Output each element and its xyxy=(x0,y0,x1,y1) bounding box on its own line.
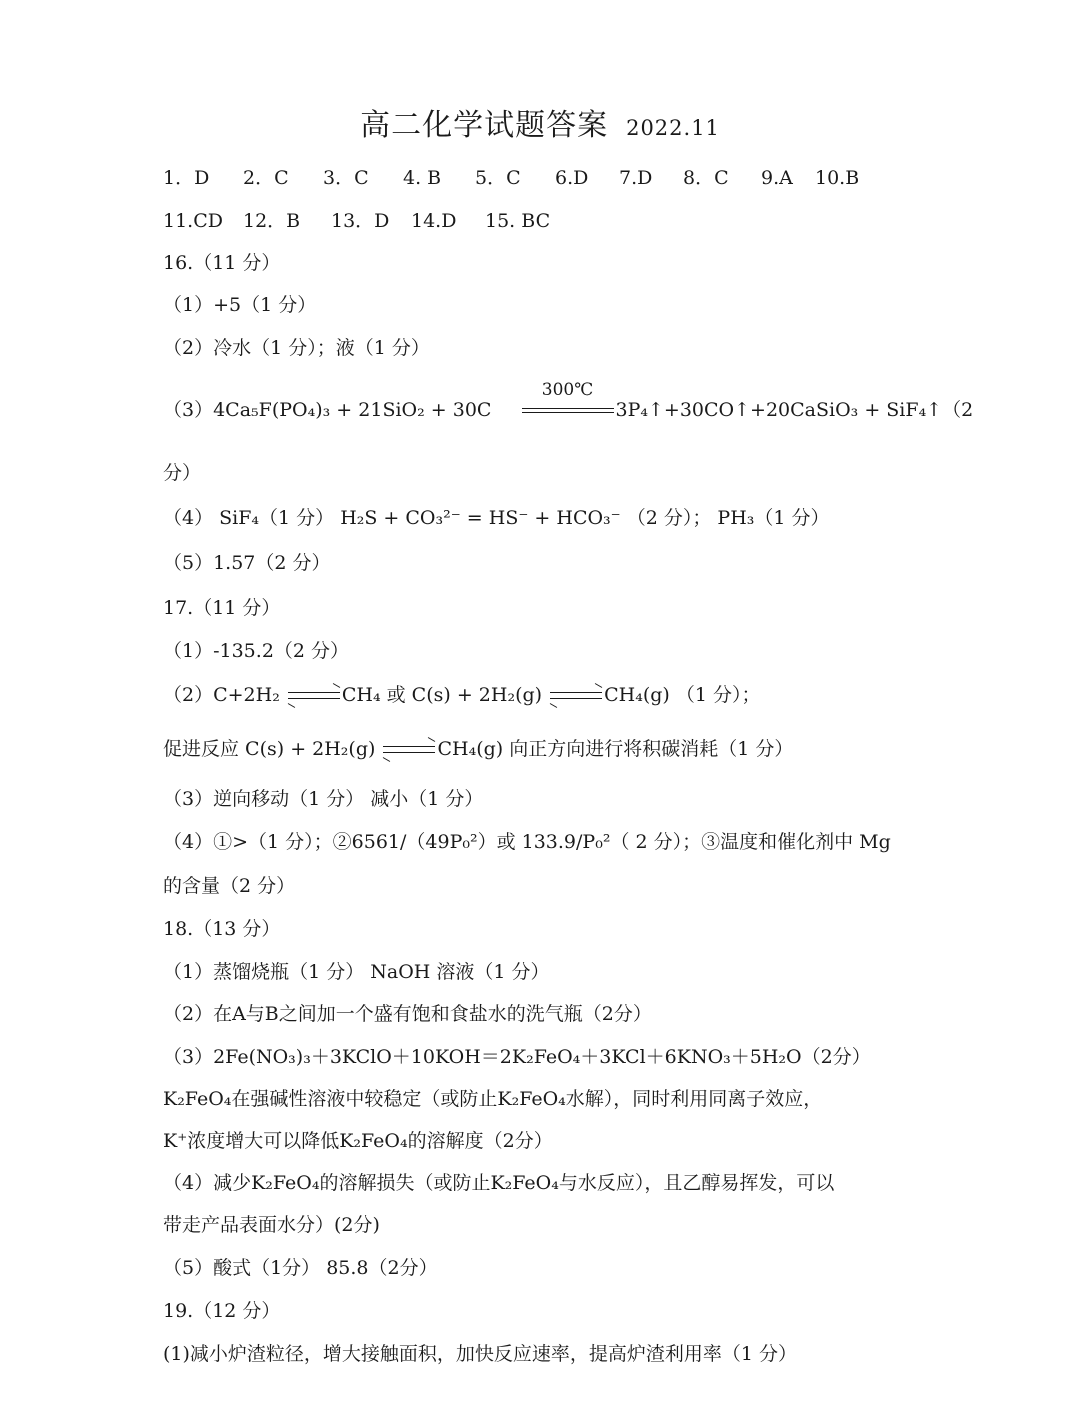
q18-part-3: （3）2Fe(NO₃)₃＋3KClO＋10KOH＝2K₂FeO₄＋3KCl＋6KNO₃＋5H₂O（2分） xyxy=(163,1046,871,1068)
q18-part-4: （4）减少K₂FeO₄的溶解损失（或防止K₂FeO₄与水反应），且乙醇易挥发，可以 xyxy=(163,1172,835,1194)
q18-heading: 18.（13 分） xyxy=(163,918,281,940)
q18-part-3-continued: K₂FeO₄在强碱性溶液中较稳定（或防止K₂FeO₄水解），同时利用同离子效应， xyxy=(163,1088,823,1110)
answer-item: 10.B xyxy=(815,167,860,189)
q17-part-4-continued: 的含量（2 分） xyxy=(163,875,296,897)
equilibrium-arrow-icon xyxy=(288,690,340,702)
equation-text: 促进反应 C(s) + 2H₂(g) xyxy=(163,738,376,760)
answer-item: 5．C xyxy=(475,167,521,189)
answer-item: 14.D xyxy=(411,210,457,232)
answer-item: 7.D xyxy=(619,167,653,189)
q18-part-5: （5）酸式（1分） 85.8（2分） xyxy=(163,1257,438,1279)
page-title xyxy=(0,100,1080,144)
equation-reactants: 4Ca₅F(PO₄)₃ + 21SiO₂ + 30C xyxy=(213,399,492,421)
q18-part-4-continued: 带走产品表面水分）(2分) xyxy=(163,1214,380,1236)
answer-item: 12．B xyxy=(243,210,301,232)
q17-part-2 xyxy=(163,680,761,707)
q16-part-2: （2）冷水（1 分）；液（1 分） xyxy=(163,337,430,359)
reaction-arrow-icon xyxy=(522,380,614,416)
q16-part-4: （4） SiF₄（1 分） H₂S + CO₃²⁻ = HS⁻ + HCO₃⁻ （2 分）； PH₃（1 分） xyxy=(163,507,830,529)
equation-text: CH₄(g) 向正方向进行将积碳消耗（1 分） xyxy=(437,738,794,760)
q17-heading: 17.（11 分） xyxy=(163,597,281,619)
q16-heading: 16.（11 分） xyxy=(163,252,281,274)
q19-part-1: (1)减小炉渣粒径，增大接触面积，加快反应速率，提高炉渣利用率（1 分） xyxy=(163,1343,798,1365)
answer-item: 9.A xyxy=(761,167,793,189)
answer-item: 6.D xyxy=(555,167,589,189)
equation-products: 3P₄↑+30CO↑+20CaSiO₃ + SiF₄↑（2 xyxy=(615,399,974,421)
q16-part-5: （5）1.57（2 分） xyxy=(163,552,331,574)
equation-text: CH₄(g) （1 分）； xyxy=(604,684,761,706)
answer-item: 15. BC xyxy=(485,210,551,232)
equilibrium-arrow-icon xyxy=(383,744,435,756)
mc-answers-row-1 xyxy=(163,163,859,190)
q16-part-1: （1）+5（1 分） xyxy=(163,294,317,316)
answer-item: 2．C xyxy=(243,167,289,189)
q18-part-1: （1）蒸馏烧瓶（1 分） NaOH 溶液（1 分） xyxy=(163,961,550,983)
answer-item: 3．C xyxy=(323,167,369,189)
q17-part-3: （3）逆向移动（1 分） 减小（1 分） xyxy=(163,788,484,810)
title-text: 高二化学试题答案 xyxy=(360,108,609,143)
answer-item: 1．D xyxy=(163,167,210,189)
q17-part-4: （4）①>（1 分）；②6561/（49P₀²）或 133.9/P₀²（ 2 分）；③温度和催化剂中 Mg xyxy=(163,831,891,853)
q16-part-3-prefix: （3） xyxy=(163,399,214,421)
answer-item: 11.CD xyxy=(163,210,223,232)
answer-item: 4. B xyxy=(403,167,442,189)
q18-part-3-continued-2: K⁺浓度增大可以降低K₂FeO₄的溶解度（2分） xyxy=(163,1130,553,1152)
q16-part-3-tail: 分） xyxy=(163,462,202,484)
reaction-condition: 300℃ xyxy=(541,380,594,400)
equation-text: （2）C+2H₂ xyxy=(163,684,280,706)
equilibrium-arrow-icon xyxy=(550,690,602,702)
q16-part-3-equation xyxy=(163,380,974,422)
equation-text: CH₄ 或 C(s) + 2H₂(g) xyxy=(341,684,543,706)
q17-part-1: （1）-135.2（2 分） xyxy=(163,640,350,662)
q17-part-2-continued xyxy=(163,734,793,761)
answer-item: 13．D xyxy=(331,210,390,232)
title-date: 2022.11 xyxy=(626,116,720,140)
q19-heading: 19.（12 分） xyxy=(163,1300,281,1322)
answer-item: 8．C xyxy=(683,167,729,189)
q18-part-2: （2）在A与B之间加一个盛有饱和食盐水的洗气瓶（2分） xyxy=(163,1003,652,1025)
mc-answers-row-2 xyxy=(163,206,550,233)
